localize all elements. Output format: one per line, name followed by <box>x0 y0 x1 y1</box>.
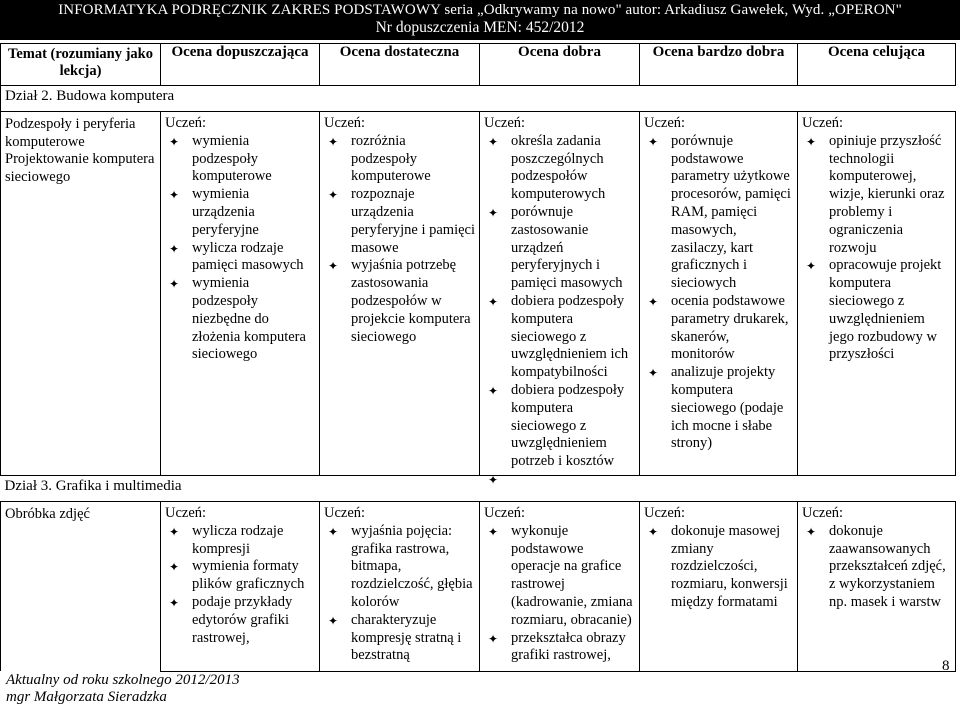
requirement-text: analizuje projekty komputera sieciowego (podaje ich mocne i słabe strony) <box>671 364 784 452</box>
diamond-bullet-icon: ✦ <box>169 524 180 539</box>
diamond-bullet-icon: ✦ <box>169 277 180 292</box>
requirement-text: dokonuje zaawansowanych przekształceń zdjęć, z wykorzystaniem np. masek i warstw <box>829 522 946 610</box>
list-item <box>802 523 953 612</box>
list-item <box>484 293 637 382</box>
column-header-grade-4: Ocena dobra <box>480 44 640 86</box>
diamond-bullet-icon: ✦ <box>328 259 339 274</box>
header-approval-number: Nr dopuszczenia MEN: 452/2012 <box>375 19 585 36</box>
diamond-bullet-icon: ✦ <box>328 134 339 149</box>
diamond-bullet-icon: ✦ <box>328 188 339 203</box>
requirement-text: wyjaśnia pojęcia: grafika rastrowa, bitmapa, rozdzielczość, głębia kolorów <box>351 522 473 610</box>
requirements-list <box>324 523 477 665</box>
diamond-bullet-icon: ✦ <box>488 205 499 220</box>
requirements-cell <box>320 112 480 476</box>
requirement-text: wymienia podzespoły komputerowe <box>192 132 272 185</box>
requirement-text: rozróżnia podzespoły komputerowe <box>351 132 431 185</box>
diamond-bullet-icon: ✦ <box>169 241 180 256</box>
header-title: INFORMATYKA PODRĘCZNIK ZAKRES PODSTAWOWY seria „Odkrywamy na nowo" autor: Arkadiusz Gawełek, Wyd. „OPERON" <box>58 2 902 18</box>
requirement-text: wylicza rodzaje pamięci masowych <box>192 239 304 274</box>
list-item <box>484 630 637 666</box>
diamond-bullet-icon: ✦ <box>169 595 180 610</box>
requirement-text: przekształca obrazy grafiki rastrowej, <box>511 629 626 664</box>
requirement-text: wyjaśnia potrzebę zastosowania podzespołów w projekcie komputera sieciowego <box>351 257 471 345</box>
table-header-row <box>1 44 956 86</box>
column-header-topic: Temat (rozumiany jako lekcja) <box>1 44 161 86</box>
requirements-cell <box>320 501 480 671</box>
list-item <box>324 257 477 346</box>
student-label: Uczeń: <box>484 115 526 131</box>
student-label: Uczeń: <box>324 504 366 521</box>
diamond-bullet-icon: ✦ <box>806 259 817 274</box>
list-item <box>165 240 317 276</box>
list-item <box>802 257 953 364</box>
requirement-text: wymienia urządzenia peryferyjne <box>192 186 259 238</box>
column-header-grade-3: Ocena dostateczna <box>320 44 480 86</box>
requirement-text: dokonuje masowej zmiany rozdzielczości, rozmiaru, konwersji między formatami <box>671 522 788 610</box>
list-item <box>644 364 795 453</box>
diamond-bullet-icon: ✦ <box>488 472 499 487</box>
requirement-text: wylicza rodzaje kompresji <box>192 522 284 557</box>
student-label: Uczeń: <box>324 115 366 131</box>
requirement-text: porównuje podstawowe parametry użytkowe procesorów, pamięci RAM, pamięci masowych, zasilaczy, kart graficznych i sieciowych <box>671 132 791 292</box>
list-item <box>484 523 637 630</box>
requirement-text: wymienia formaty plików graficznych <box>192 558 305 593</box>
diamond-bullet-icon: ✦ <box>648 524 659 539</box>
diamond-bullet-icon: ✦ <box>169 188 180 203</box>
diamond-bullet-icon: ✦ <box>328 524 339 539</box>
diamond-bullet-icon: ✦ <box>648 294 659 309</box>
list-item <box>165 523 317 559</box>
requirement-text: dobiera podzespoły komputera sieciowego z uwzględnieniem potrzeb i kosztów <box>511 381 625 470</box>
requirement-text: wykonuje podstawowe operacje na grafice rastrowej (kadrowanie, zmiana rozmiaru, obracanie) <box>511 522 633 628</box>
section-row-hardware <box>1 86 956 112</box>
list-item <box>324 523 477 612</box>
requirements-list <box>484 523 637 665</box>
requirements-list <box>644 133 795 453</box>
footer-author: mgr Małgorzata Sieradzka <box>6 689 167 705</box>
list-item <box>484 133 637 204</box>
diamond-bullet-icon: ✦ <box>488 383 499 398</box>
document-footer <box>6 672 240 706</box>
diamond-bullet-icon: ✦ <box>488 631 499 646</box>
requirement-text: charakteryzuje kompresję stratną i bezstratną <box>351 611 462 664</box>
student-label: Uczeń: <box>644 504 686 521</box>
column-header-grade-2: Ocena dopuszczająca <box>161 44 320 86</box>
list-item <box>484 204 637 293</box>
diamond-bullet-icon: ✦ <box>806 134 817 149</box>
requirements-list <box>484 132 637 487</box>
requirements-cell <box>798 501 956 671</box>
diamond-bullet-icon: ✦ <box>169 134 180 149</box>
column-header-grade-5: Ocena bardzo dobra <box>640 44 798 86</box>
section-row-graphics <box>1 475 956 501</box>
list-item <box>802 133 953 258</box>
student-label: Uczeń: <box>802 115 844 131</box>
requirements-cell <box>480 501 640 671</box>
requirement-text: rozpoznaje urządzenia peryferyjne i pamięci masowe <box>351 186 475 256</box>
table-row <box>1 501 956 671</box>
requirement-text: ocenia podstawowe parametry drukarek, skanerów, monitorów <box>671 292 789 363</box>
diamond-bullet-icon: ✦ <box>488 524 499 539</box>
diamond-bullet-icon: ✦ <box>488 134 499 149</box>
list-item <box>165 275 317 364</box>
diamond-bullet-icon: ✦ <box>328 613 339 628</box>
diamond-bullet-icon: ✦ <box>648 134 659 149</box>
list-item <box>165 186 317 239</box>
student-label: Uczeń: <box>484 504 526 521</box>
document-header <box>0 0 960 40</box>
requirements-cell <box>161 501 320 671</box>
student-label: Uczeń: <box>644 115 686 131</box>
grading-requirements-table <box>0 43 956 672</box>
lesson-topic: Podzespoły i peryferia komputerowe Projektowanie komputera sieciowego <box>1 112 161 476</box>
requirements-cell <box>640 112 798 476</box>
list-item <box>484 382 637 471</box>
student-label: Uczeń: <box>165 115 207 131</box>
requirements-list <box>324 133 477 347</box>
footer-validity: Aktualny od roku szkolnego 2012/2013 <box>6 672 240 688</box>
requirement-text: opracowuje projekt komputera sieciowego z uwzględnieniem jego rozbudowy w przyszłości <box>829 257 942 363</box>
requirement-text: określa zadania poszczególnych podzespołów komputerowych <box>511 132 606 203</box>
list-item <box>324 612 477 665</box>
list-item <box>165 558 317 594</box>
requirement-text: podaje przykłady edytorów grafiki rastrowej, <box>192 593 293 646</box>
column-header-grade-6: Ocena celująca <box>798 44 956 86</box>
requirement-text: wymienia podzespoły niezbędne do złożenia komputera sieciowego <box>192 275 306 363</box>
lesson-topic: Obróbka zdjęć <box>1 501 161 671</box>
requirements-list <box>802 133 953 364</box>
list-item <box>644 293 795 364</box>
requirement-text: dobiera podzespoły komputera sieciowego z uwzględnieniem ich kompatybilności <box>511 292 629 381</box>
list-item <box>165 133 317 186</box>
section-title: Dział 2. Budowa komputera <box>1 86 956 112</box>
list-item <box>165 594 317 647</box>
diamond-bullet-icon: ✦ <box>806 524 817 539</box>
student-label: Uczeń: <box>802 504 844 521</box>
requirements-list <box>165 133 317 364</box>
requirements-list <box>802 523 953 612</box>
page-number: 8 <box>942 658 950 674</box>
requirements-list <box>644 523 795 612</box>
section-title: Dział 3. Grafika i multimedia <box>1 475 956 501</box>
requirement-text: opiniuje przyszłość technologii komputerowej, wizje, kierunki oraz problemy i ograniczenia rozwoju <box>829 132 945 256</box>
requirements-cell <box>161 112 320 476</box>
requirement-text: porównuje zastosowanie urządzeń peryferyjnych i pamięci masowych <box>511 203 623 292</box>
list-item <box>644 523 795 612</box>
diamond-bullet-icon: ✦ <box>488 294 499 309</box>
diamond-bullet-icon: ✦ <box>169 560 180 575</box>
list-item <box>644 133 795 293</box>
student-label: Uczeń: <box>165 504 207 521</box>
list-item <box>324 133 477 186</box>
list-item <box>324 186 477 257</box>
table-row <box>1 112 956 476</box>
diamond-bullet-icon: ✦ <box>648 366 659 381</box>
requirements-cell <box>480 112 640 487</box>
requirements-list <box>165 523 317 648</box>
requirements-cell <box>798 112 956 476</box>
requirements-cell <box>640 501 798 671</box>
